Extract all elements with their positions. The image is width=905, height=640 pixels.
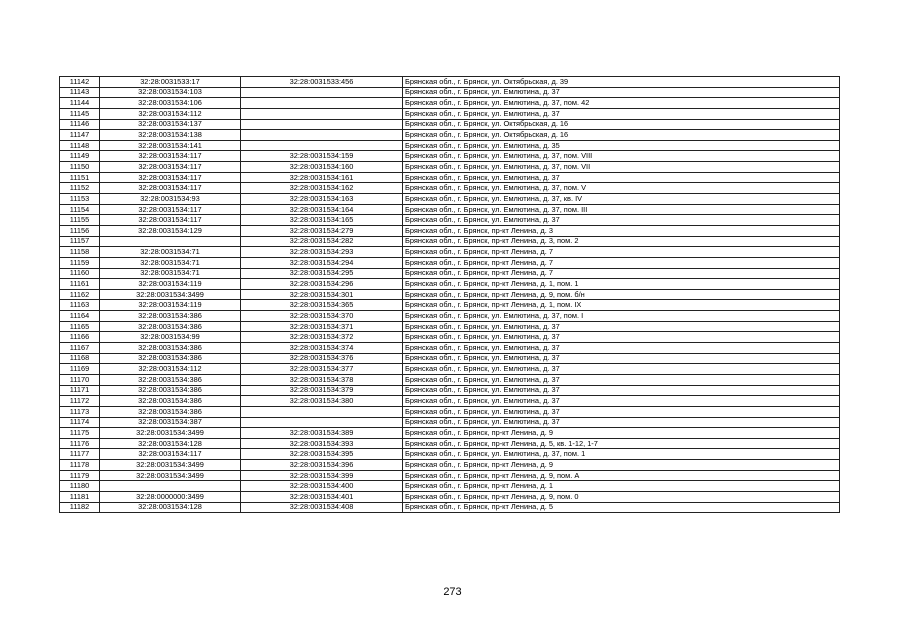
table-row — [60, 428, 840, 439]
row-number-cell: 11153 — [60, 194, 100, 205]
table-row — [60, 321, 840, 332]
table-row — [60, 119, 840, 130]
address-cell: Брянская обл., г. Брянск, пр-кт Ленина, д. 9 — [403, 460, 840, 471]
object-cadastral-number-cell — [241, 119, 403, 130]
address-cell: Брянская обл., г. Брянск, ул. Емлютина, д. 37 — [403, 374, 840, 385]
row-number-cell: 11158 — [60, 247, 100, 258]
row-number-cell: 11173 — [60, 406, 100, 417]
object-cadastral-number-cell: 32:28:0031534:295 — [241, 268, 403, 279]
object-cadastral-number-cell: 32:28:0031534:399 — [241, 470, 403, 481]
cadastral-number-cell: 32:28:0031534:141 — [100, 140, 241, 151]
table-row — [60, 385, 840, 396]
table-row — [60, 417, 840, 428]
cadastral-number-cell: 32:28:0031534:106 — [100, 98, 241, 109]
cadastral-number-cell: 32:28:0031533:17 — [100, 77, 241, 88]
address-cell: Брянская обл., г. Брянск, пр-кт Ленина, д. 7 — [403, 247, 840, 258]
object-cadastral-number-cell: 32:28:0031534:400 — [241, 481, 403, 492]
row-number-cell: 11154 — [60, 204, 100, 215]
row-number-cell: 11161 — [60, 279, 100, 290]
table-row — [60, 183, 840, 194]
object-cadastral-number-cell: 32:28:0031534:378 — [241, 374, 403, 385]
table-row — [60, 364, 840, 375]
address-cell: Брянская обл., г. Брянск, пр-кт Ленина, д. 5 — [403, 502, 840, 513]
table-row — [60, 438, 840, 449]
cadastral-number-cell: 32:28:0031534:71 — [100, 268, 241, 279]
address-cell: Брянская обл., г. Брянск, ул. Емлютина, д. 37, пом. 42 — [403, 98, 840, 109]
table-row — [60, 257, 840, 268]
object-cadastral-number-cell: 32:28:0031534:393 — [241, 438, 403, 449]
address-cell: Брянская обл., г. Брянск, ул. Емлютина, д. 37 — [403, 215, 840, 226]
cadastral-number-cell: 32:28:0031534:138 — [100, 130, 241, 141]
cadastral-number-cell: 32:28:0031534:117 — [100, 204, 241, 215]
row-number-cell: 11150 — [60, 162, 100, 173]
table-row — [60, 130, 840, 141]
object-cadastral-number-cell: 32:28:0031533:456 — [241, 77, 403, 88]
object-cadastral-number-cell — [241, 87, 403, 98]
row-number-cell: 11159 — [60, 257, 100, 268]
object-cadastral-number-cell — [241, 417, 403, 428]
object-cadastral-number-cell: 32:28:0031534:282 — [241, 236, 403, 247]
address-cell: Брянская обл., г. Брянск, ул. Емлютина, д. 37, пом. III — [403, 204, 840, 215]
cadastral-table — [59, 76, 840, 513]
row-number-cell: 11142 — [60, 77, 100, 88]
table-row — [60, 470, 840, 481]
object-cadastral-number-cell: 32:28:0031534:371 — [241, 321, 403, 332]
cadastral-number-cell: 32:28:0031534:386 — [100, 374, 241, 385]
object-cadastral-number-cell: 32:28:0031534:161 — [241, 172, 403, 183]
cadastral-number-cell: 32:28:0031534:386 — [100, 343, 241, 354]
address-cell: Брянская обл., г. Брянск, пр-кт Ленина, д. 9, пом. б/н — [403, 289, 840, 300]
address-cell: Брянская обл., г. Брянск, пр-кт Ленина, д. 5, кв. 1-12, 1-7 — [403, 438, 840, 449]
object-cadastral-number-cell — [241, 130, 403, 141]
object-cadastral-number-cell: 32:28:0031534:365 — [241, 300, 403, 311]
table-row — [60, 98, 840, 109]
address-cell: Брянская обл., г. Брянск, пр-кт Ленина, д. 1, пом. 1 — [403, 279, 840, 290]
address-cell: Брянская обл., г. Брянск, ул. Емлютина, д. 37 — [403, 353, 840, 364]
address-cell: Брянская обл., г. Брянск, ул. Октябрьская, д. 16 — [403, 119, 840, 130]
row-number-cell: 11175 — [60, 428, 100, 439]
object-cadastral-number-cell — [241, 98, 403, 109]
row-number-cell: 11170 — [60, 374, 100, 385]
address-cell: Брянская обл., г. Брянск, пр-кт Ленина, д. 7 — [403, 257, 840, 268]
cadastral-number-cell: 32:28:0031534:112 — [100, 364, 241, 375]
cadastral-number-cell: 32:28:0031534:386 — [100, 321, 241, 332]
object-cadastral-number-cell: 32:28:0031534:380 — [241, 396, 403, 407]
table-row — [60, 225, 840, 236]
cadastral-number-cell: 32:28:0031534:117 — [100, 449, 241, 460]
row-number-cell: 11144 — [60, 98, 100, 109]
address-cell: Брянская обл., г. Брянск, ул. Емлютина, д. 37 — [403, 87, 840, 98]
row-number-cell: 11181 — [60, 491, 100, 502]
table-row — [60, 268, 840, 279]
table-row — [60, 194, 840, 205]
address-cell: Брянская обл., г. Брянск, ул. Емлютина, д. 37, пом. 1 — [403, 449, 840, 460]
object-cadastral-number-cell: 32:28:0031534:279 — [241, 225, 403, 236]
address-cell: Брянская обл., г. Брянск, ул. Емлютина, д. 37 — [403, 172, 840, 183]
table-row — [60, 396, 840, 407]
cadastral-number-cell: 32:28:0031534:3499 — [100, 470, 241, 481]
cadastral-number-cell: 32:28:0031534:93 — [100, 194, 241, 205]
table-row — [60, 77, 840, 88]
cadastral-number-cell: 32:28:0031534:119 — [100, 279, 241, 290]
address-cell: Брянская обл., г. Брянск, пр-кт Ленина, д. 1, пом. IX — [403, 300, 840, 311]
page-number: 273 — [443, 586, 462, 598]
address-cell: Брянская обл., г. Брянск, ул. Емлютина, д. 37, пом. VII — [403, 162, 840, 173]
cadastral-number-cell: 32:28:0031534:386 — [100, 385, 241, 396]
address-cell: Брянская обл., г. Брянск, ул. Емлютина, д. 37 — [403, 385, 840, 396]
cadastral-number-cell: 32:28:0031534:3499 — [100, 428, 241, 439]
table-row — [60, 236, 840, 247]
row-number-cell: 11147 — [60, 130, 100, 141]
object-cadastral-number-cell: 32:28:0031534:296 — [241, 279, 403, 290]
row-number-cell: 11143 — [60, 87, 100, 98]
table-row — [60, 460, 840, 471]
address-cell: Брянская обл., г. Брянск, ул. Емлютина, д. 37 — [403, 321, 840, 332]
object-cadastral-number-cell: 32:28:0031534:164 — [241, 204, 403, 215]
address-cell: Брянская обл., г. Брянск, ул. Емлютина, д. 37 — [403, 364, 840, 375]
cadastral-number-cell: 32:28:0031534:117 — [100, 162, 241, 173]
address-cell: Брянская обл., г. Брянск, пр-кт Ленина, д. 3 — [403, 225, 840, 236]
cadastral-number-cell: 32:28:0031534:117 — [100, 183, 241, 194]
object-cadastral-number-cell: 32:28:0031534:396 — [241, 460, 403, 471]
object-cadastral-number-cell: 32:28:0031534:293 — [241, 247, 403, 258]
cadastral-number-cell: 32:28:0031534:71 — [100, 247, 241, 258]
address-cell: Брянская обл., г. Брянск, пр-кт Ленина, д. 9, пом. 0 — [403, 491, 840, 502]
cadastral-number-cell: 32:28:0031534:112 — [100, 108, 241, 119]
address-cell: Брянская обл., г. Брянск, ул. Емлютина, д. 37 — [403, 332, 840, 343]
object-cadastral-number-cell: 32:28:0031534:301 — [241, 289, 403, 300]
table-row — [60, 300, 840, 311]
cadastral-number-cell: 32:28:0031534:386 — [100, 406, 241, 417]
table-row — [60, 108, 840, 119]
row-number-cell: 11155 — [60, 215, 100, 226]
address-cell: Брянская обл., г. Брянск, ул. Емлютина, д. 37 — [403, 406, 840, 417]
table-row — [60, 502, 840, 513]
address-cell: Брянская обл., г. Брянск, пр-кт Ленина, д. 9 — [403, 428, 840, 439]
table-row — [60, 247, 840, 258]
table-row — [60, 215, 840, 226]
table-row — [60, 140, 840, 151]
table-row — [60, 406, 840, 417]
cadastral-number-cell: 32:28:0031534:119 — [100, 300, 241, 311]
cadastral-number-cell: 32:28:0031534:3499 — [100, 460, 241, 471]
address-cell: Брянская обл., г. Брянск, пр-кт Ленина, д. 7 — [403, 268, 840, 279]
table-row — [60, 279, 840, 290]
row-number-cell: 11177 — [60, 449, 100, 460]
table-row — [60, 449, 840, 460]
address-cell: Брянская обл., г. Брянск, пр-кт Ленина, д. 9, пом. А — [403, 470, 840, 481]
row-number-cell: 11168 — [60, 353, 100, 364]
table-row — [60, 172, 840, 183]
row-number-cell: 11152 — [60, 183, 100, 194]
address-cell: Брянская обл., г. Брянск, ул. Емлютина, д. 37, пом. VIII — [403, 151, 840, 162]
address-cell: Брянская обл., г. Брянск, ул. Емлютина, д. 37 — [403, 396, 840, 407]
row-number-cell: 11149 — [60, 151, 100, 162]
cadastral-number-cell: 32:28:0031534:99 — [100, 332, 241, 343]
row-number-cell: 11160 — [60, 268, 100, 279]
table-row — [60, 481, 840, 492]
table-row — [60, 311, 840, 322]
object-cadastral-number-cell: 32:28:0031534:163 — [241, 194, 403, 205]
row-number-cell: 11182 — [60, 502, 100, 513]
address-cell: Брянская обл., г. Брянск, ул. Октябрьская, д. 16 — [403, 130, 840, 141]
object-cadastral-number-cell: 32:28:0031534:160 — [241, 162, 403, 173]
object-cadastral-number-cell — [241, 406, 403, 417]
cadastral-number-cell: 32:28:0031534:128 — [100, 502, 241, 513]
object-cadastral-number-cell: 32:28:0031534:165 — [241, 215, 403, 226]
row-number-cell: 11172 — [60, 396, 100, 407]
object-cadastral-number-cell: 32:28:0031534:159 — [241, 151, 403, 162]
table-row — [60, 343, 840, 354]
address-cell: Брянская обл., г. Брянск, пр-кт Ленина, д. 1 — [403, 481, 840, 492]
row-number-cell: 11169 — [60, 364, 100, 375]
table-row — [60, 491, 840, 502]
row-number-cell: 11176 — [60, 438, 100, 449]
table-row — [60, 162, 840, 173]
address-cell: Брянская обл., г. Брянск, пр-кт Ленина, д. 3, пом. 2 — [403, 236, 840, 247]
row-number-cell: 11156 — [60, 225, 100, 236]
object-cadastral-number-cell — [241, 108, 403, 119]
object-cadastral-number-cell: 32:28:0031534:379 — [241, 385, 403, 396]
row-number-cell: 11146 — [60, 119, 100, 130]
row-number-cell: 11167 — [60, 343, 100, 354]
cadastral-number-cell: 32:28:0031534:117 — [100, 151, 241, 162]
table-row — [60, 374, 840, 385]
row-number-cell: 11178 — [60, 460, 100, 471]
cadastral-number-cell: 32:28:0031534:128 — [100, 438, 241, 449]
row-number-cell: 11166 — [60, 332, 100, 343]
cadastral-number-cell: 32:28:0031534:386 — [100, 353, 241, 364]
row-number-cell: 11171 — [60, 385, 100, 396]
address-cell: Брянская обл., г. Брянск, ул. Емлютина, д. 37 — [403, 343, 840, 354]
address-cell: Брянская обл., г. Брянск, ул. Емлютина, д. 37, пом. V — [403, 183, 840, 194]
row-number-cell: 11165 — [60, 321, 100, 332]
cadastral-number-cell: 32:28:0031534:137 — [100, 119, 241, 130]
row-number-cell: 11145 — [60, 108, 100, 119]
table-row — [60, 87, 840, 98]
object-cadastral-number-cell: 32:28:0031534:408 — [241, 502, 403, 513]
row-number-cell: 11163 — [60, 300, 100, 311]
cadastral-number-cell: 32:28:0031534:103 — [100, 87, 241, 98]
object-cadastral-number-cell: 32:28:0031534:377 — [241, 364, 403, 375]
object-cadastral-number-cell: 32:28:0031534:294 — [241, 257, 403, 268]
object-cadastral-number-cell — [241, 140, 403, 151]
table-row — [60, 353, 840, 364]
address-cell: Брянская обл., г. Брянск, ул. Емлютина, д. 35 — [403, 140, 840, 151]
object-cadastral-number-cell: 32:28:0031534:370 — [241, 311, 403, 322]
cadastral-number-cell: 32:28:0031534:71 — [100, 257, 241, 268]
cadastral-number-cell: 32:28:0031534:117 — [100, 215, 241, 226]
row-number-cell: 11162 — [60, 289, 100, 300]
object-cadastral-number-cell: 32:28:0031534:389 — [241, 428, 403, 439]
address-cell: Брянская обл., г. Брянск, ул. Емлютина, д. 37, пом. I — [403, 311, 840, 322]
object-cadastral-number-cell: 32:28:0031534:372 — [241, 332, 403, 343]
object-cadastral-number-cell: 32:28:0031534:376 — [241, 353, 403, 364]
cadastral-number-cell — [100, 236, 241, 247]
address-cell: Брянская обл., г. Брянск, ул. Октябрьская, д. 39 — [403, 77, 840, 88]
object-cadastral-number-cell: 32:28:0031534:162 — [241, 183, 403, 194]
cadastral-number-cell: 32:28:0031534:117 — [100, 172, 241, 183]
address-cell: Брянская обл., г. Брянск, ул. Емлютина, д. 37 — [403, 108, 840, 119]
cadastral-number-cell: 32:28:0000000:3499 — [100, 491, 241, 502]
cadastral-number-cell — [100, 481, 241, 492]
row-number-cell: 11164 — [60, 311, 100, 322]
table-row — [60, 332, 840, 343]
row-number-cell: 11157 — [60, 236, 100, 247]
object-cadastral-number-cell: 32:28:0031534:401 — [241, 491, 403, 502]
row-number-cell: 11151 — [60, 172, 100, 183]
table-body — [60, 77, 840, 513]
table-row — [60, 289, 840, 300]
cadastral-number-cell: 32:28:0031534:386 — [100, 311, 241, 322]
address-cell: Брянская обл., г. Брянск, ул. Емлютина, д. 37 — [403, 417, 840, 428]
table-row — [60, 204, 840, 215]
object-cadastral-number-cell: 32:28:0031534:395 — [241, 449, 403, 460]
object-cadastral-number-cell: 32:28:0031534:374 — [241, 343, 403, 354]
row-number-cell: 11179 — [60, 470, 100, 481]
cadastral-number-cell: 32:28:0031534:387 — [100, 417, 241, 428]
row-number-cell: 11180 — [60, 481, 100, 492]
row-number-cell: 11174 — [60, 417, 100, 428]
address-cell: Брянская обл., г. Брянск, ул. Емлютина, д. 37, кв. IV — [403, 194, 840, 205]
row-number-cell: 11148 — [60, 140, 100, 151]
table-row — [60, 151, 840, 162]
cadastral-number-cell: 32:28:0031534:386 — [100, 396, 241, 407]
cadastral-number-cell: 32:28:0031534:3499 — [100, 289, 241, 300]
cadastral-number-cell: 32:28:0031534:129 — [100, 225, 241, 236]
